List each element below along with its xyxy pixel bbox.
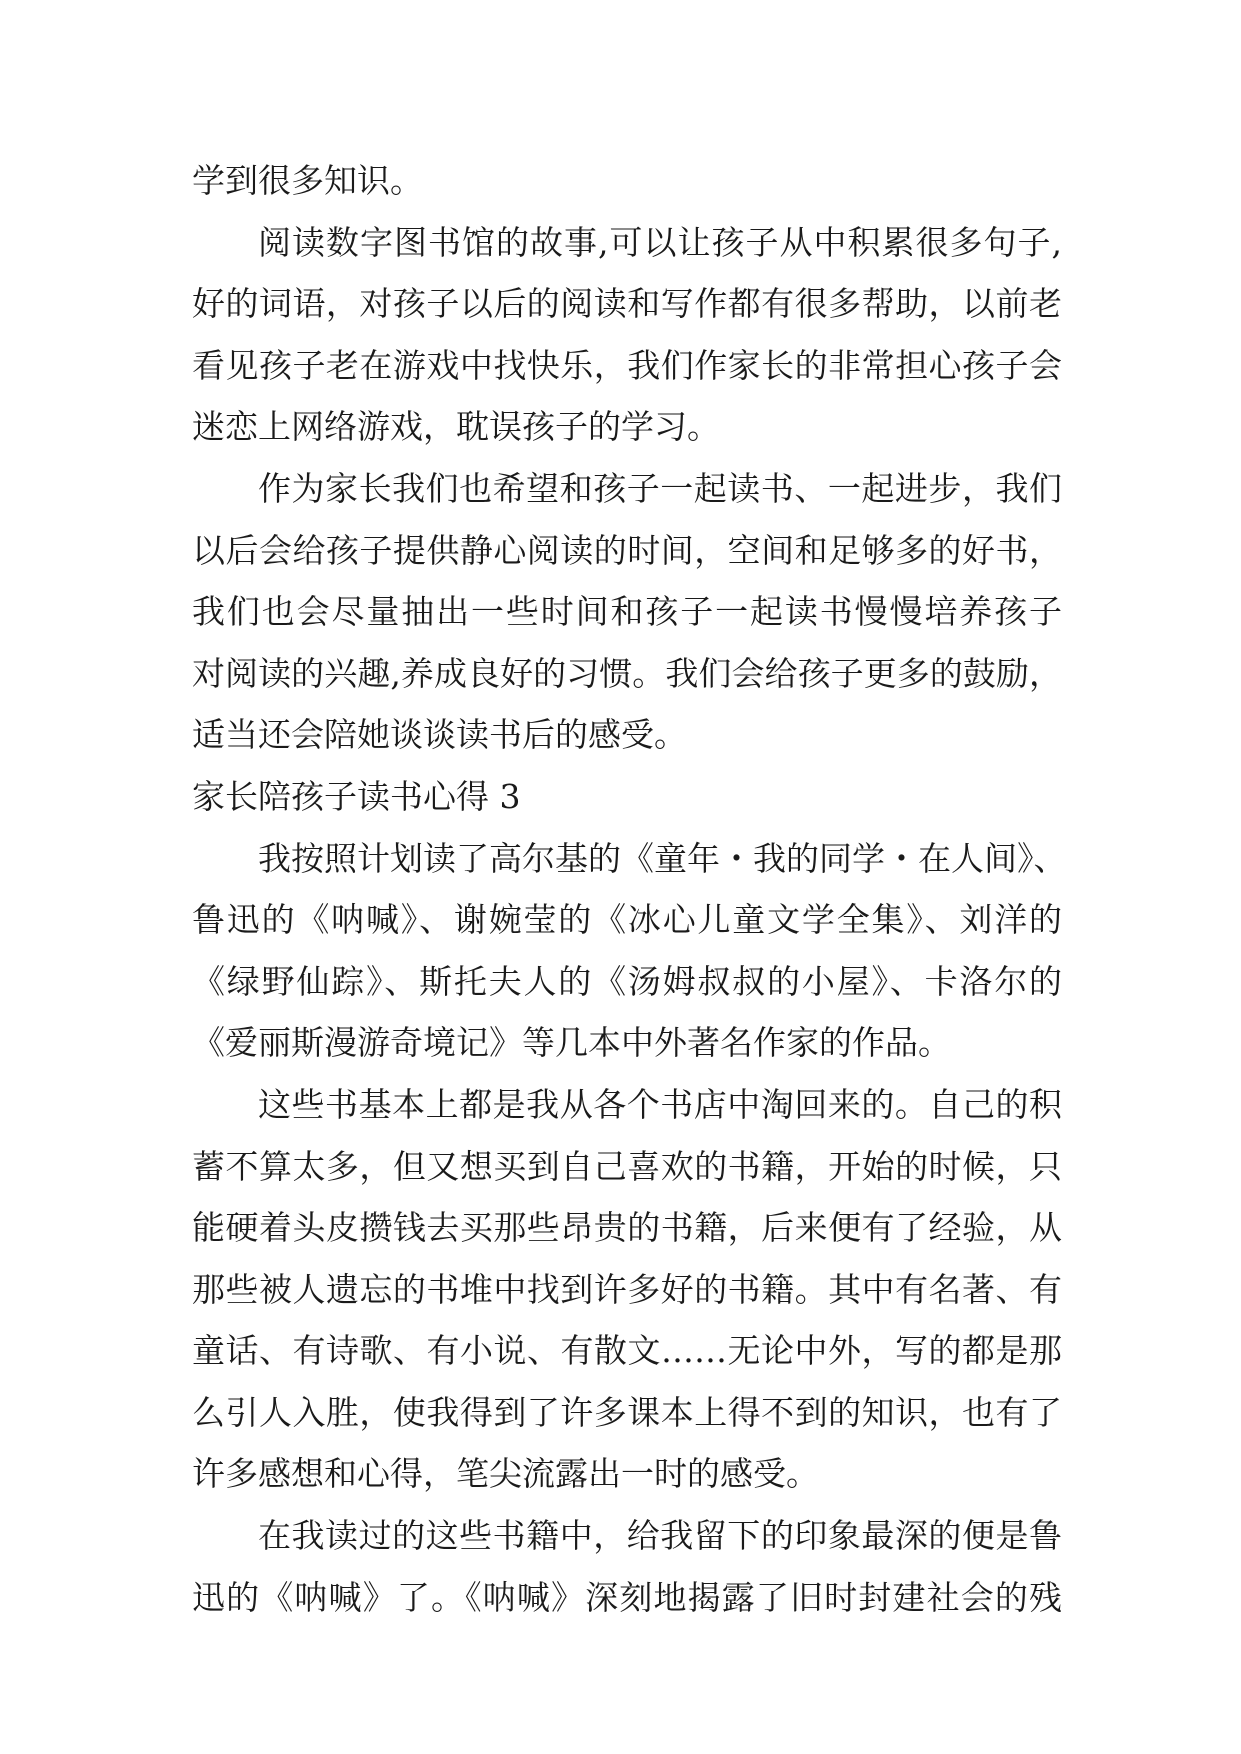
text-line: 么引人入胜，使我得到了许多课本上得不到的知识，也有了 [192,1392,1062,1432]
text-line: 好的词语，对孩子以后的阅读和写作都有很多帮助，以前老 [192,284,1062,324]
text-line: 以后会给孩子提供静心阅读的时间，空间和足够多的好书， [192,530,1062,570]
text-line: 对阅读的兴趣,养成良好的习惯。我们会给孩子更多的鼓励， [192,653,1062,693]
text-line: 蓄不算太多，但又想买到自己喜欢的书籍，开始的时候，只 [192,1146,1062,1186]
text-line: 在我读过的这些书籍中，给我留下的印象最深的便是鲁 [258,1516,1062,1556]
document-page [192,150,1067,1628]
text-line: 看见孩子老在游戏中找快乐，我们作家长的非常担心孩子会 [192,345,1062,385]
text-line: 我按照计划读了高尔基的《童年・我的同学・在人间》、 [258,838,1067,878]
text-line: 作为家长我们也希望和孩子一起读书、一起进步，我们 [258,468,1062,508]
text-line: 鲁迅的《呐喊》、谢婉莹的《冰心儿童文学全集》、刘洋的 [192,900,1062,940]
text-line: 阅读数字图书馆的故事,可以让孩子从中积累很多句子, [258,222,1062,262]
text-line: 《爱丽斯漫游奇境记》等几本中外著名作家的作品。 [192,1023,951,1063]
text-line: 《绿野仙踪》、斯托夫人的《汤姆叔叔的小屋》、卡洛尔的 [192,961,1062,1001]
text-line: 学到很多知识。 [192,161,423,200]
text-line: 那些被人遗忘的书堆中找到许多好的书籍。其中有名著、有 [192,1269,1062,1309]
text-line: 迅的《呐喊》了。《呐喊》深刻地揭露了旧时封建社会的残 [192,1577,1062,1617]
text-line: 许多感想和心得，笔尖流露出一时的感受。 [192,1454,819,1494]
text-line: 这些书基本上都是我从各个书店中淘回来的。自己的积 [258,1084,1062,1124]
text-line: 迷恋上网络游戏，耽误孩子的学习。 [192,407,720,447]
section-heading: 家长陪孩子读书心得 3 [192,776,521,816]
text-line: 我们也会尽量抽出一些时间和孩子一起读书慢慢培养孩子 [192,592,1062,632]
text-line: 童话、有诗歌、有小说、有散文……无论中外，写的都是那 [192,1331,1062,1371]
text-line: 能硬着头皮攒钱去买那些昂贵的书籍，后来便有了经验，从 [192,1208,1062,1248]
text-line: 适当还会陪她谈谈读书后的感受。 [192,715,687,755]
